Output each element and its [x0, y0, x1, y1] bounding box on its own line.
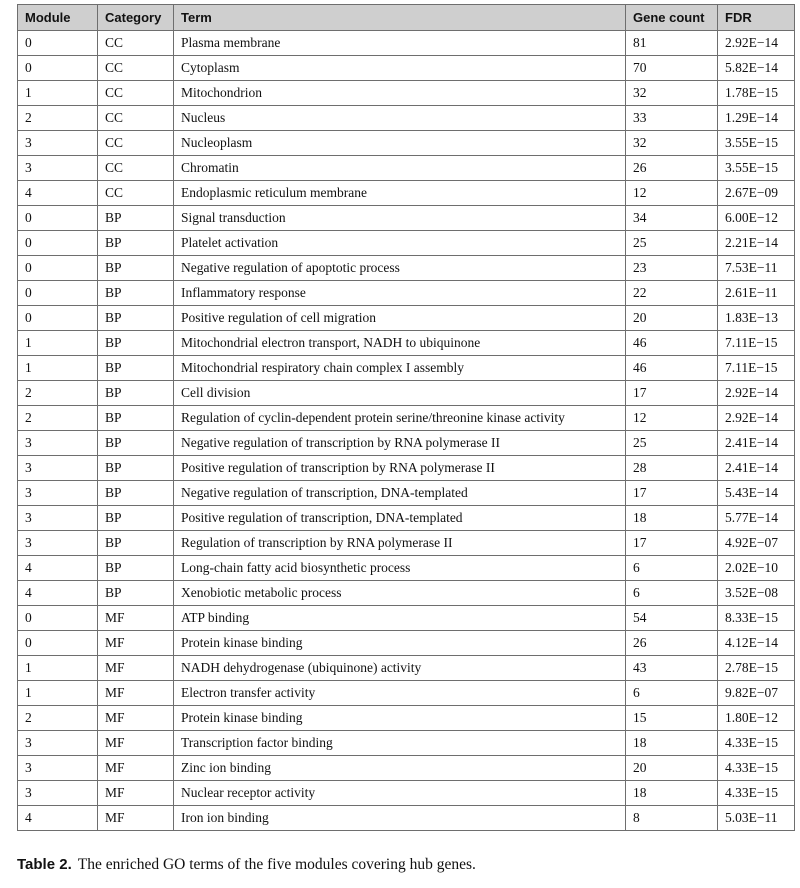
cell-module: 1: [18, 356, 98, 381]
cell-fdr: 4.33E−15: [718, 756, 795, 781]
cell-gene-count: 18: [626, 731, 718, 756]
cell-fdr: 6.00E−12: [718, 206, 795, 231]
table-row: [18, 431, 795, 456]
cell-fdr: 3.55E−15: [718, 156, 795, 181]
cell-gene-count: 70: [626, 56, 718, 81]
cell-term: Platelet activation: [174, 231, 626, 256]
table-row: [18, 281, 795, 306]
header-category: Category: [98, 5, 174, 31]
cell-module: 3: [18, 156, 98, 181]
cell-fdr: 2.21E−14: [718, 231, 795, 256]
cell-module: 2: [18, 381, 98, 406]
header-term: Term: [174, 5, 626, 31]
cell-fdr: 2.78E−15: [718, 656, 795, 681]
cell-fdr: 1.78E−15: [718, 81, 795, 106]
table-row: [18, 356, 795, 381]
cell-category: BP: [98, 206, 174, 231]
cell-module: 1: [18, 656, 98, 681]
table-row: [18, 481, 795, 506]
cell-term: ATP binding: [174, 606, 626, 631]
table-row: [18, 406, 795, 431]
cell-fdr: 4.92E−07: [718, 531, 795, 556]
cell-category: MF: [98, 731, 174, 756]
cell-term: Negative regulation of transcription by RNA polymerase II: [174, 431, 626, 456]
cell-term: Positive regulation of transcription by RNA polymerase II: [174, 456, 626, 481]
cell-fdr: 1.80E−12: [718, 706, 795, 731]
cell-term: Positive regulation of cell migration: [174, 306, 626, 331]
table-body: [18, 31, 795, 831]
cell-gene-count: 17: [626, 531, 718, 556]
cell-module: 4: [18, 581, 98, 606]
cell-module: 0: [18, 281, 98, 306]
cell-category: BP: [98, 281, 174, 306]
table-row: [18, 181, 795, 206]
cell-term: Electron transfer activity: [174, 681, 626, 706]
cell-module: 3: [18, 531, 98, 556]
cell-fdr: 2.41E−14: [718, 431, 795, 456]
cell-category: BP: [98, 381, 174, 406]
cell-gene-count: 12: [626, 181, 718, 206]
cell-fdr: 2.61E−11: [718, 281, 795, 306]
cell-term: Chromatin: [174, 156, 626, 181]
cell-category: CC: [98, 181, 174, 206]
cell-fdr: 5.03E−11: [718, 806, 795, 831]
header-module: Module: [18, 5, 98, 31]
cell-fdr: 2.02E−10: [718, 556, 795, 581]
cell-module: 2: [18, 406, 98, 431]
table-row: [18, 731, 795, 756]
cell-term: Iron ion binding: [174, 806, 626, 831]
cell-category: MF: [98, 606, 174, 631]
cell-category: CC: [98, 156, 174, 181]
cell-category: CC: [98, 56, 174, 81]
header-fdr: FDR: [718, 5, 795, 31]
cell-module: 3: [18, 756, 98, 781]
cell-gene-count: 25: [626, 231, 718, 256]
cell-fdr: 2.92E−14: [718, 31, 795, 56]
table-row: [18, 381, 795, 406]
cell-module: 2: [18, 706, 98, 731]
cell-fdr: 1.83E−13: [718, 306, 795, 331]
cell-category: CC: [98, 106, 174, 131]
cell-module: 0: [18, 306, 98, 331]
cell-module: 3: [18, 506, 98, 531]
table-row: [18, 231, 795, 256]
cell-gene-count: 43: [626, 656, 718, 681]
table-row: [18, 706, 795, 731]
table-row: [18, 81, 795, 106]
cell-fdr: 1.29E−14: [718, 106, 795, 131]
caption-text: The enriched GO terms of the five modules covering hub genes.: [77, 856, 476, 873]
cell-category: BP: [98, 256, 174, 281]
cell-module: 1: [18, 81, 98, 106]
cell-gene-count: 6: [626, 581, 718, 606]
cell-module: 0: [18, 206, 98, 231]
cell-gene-count: 8: [626, 806, 718, 831]
cell-module: 3: [18, 731, 98, 756]
cell-module: 2: [18, 106, 98, 131]
cell-gene-count: 26: [626, 156, 718, 181]
cell-term: Negative regulation of apoptotic process: [174, 256, 626, 281]
cell-category: BP: [98, 531, 174, 556]
table-row: [18, 131, 795, 156]
cell-gene-count: 54: [626, 606, 718, 631]
cell-gene-count: 18: [626, 506, 718, 531]
cell-category: CC: [98, 81, 174, 106]
cell-category: MF: [98, 681, 174, 706]
table-row: [18, 756, 795, 781]
table-row: [18, 256, 795, 281]
table-row: [18, 681, 795, 706]
cell-category: MF: [98, 781, 174, 806]
cell-gene-count: 20: [626, 306, 718, 331]
cell-module: 0: [18, 606, 98, 631]
cell-fdr: 2.92E−14: [718, 381, 795, 406]
cell-term: Nucleoplasm: [174, 131, 626, 156]
cell-term: Xenobiotic metabolic process: [174, 581, 626, 606]
cell-term: Regulation of cyclin-dependent protein serine/threonine kinase activity: [174, 406, 626, 431]
cell-category: BP: [98, 506, 174, 531]
cell-fdr: 8.33E−15: [718, 606, 795, 631]
table-row: [18, 156, 795, 181]
cell-gene-count: 18: [626, 781, 718, 806]
cell-term: Long-chain fatty acid biosynthetic process: [174, 556, 626, 581]
cell-gene-count: 15: [626, 706, 718, 731]
cell-gene-count: 22: [626, 281, 718, 306]
cell-category: BP: [98, 331, 174, 356]
cell-gene-count: 6: [626, 681, 718, 706]
cell-gene-count: 33: [626, 106, 718, 131]
table-row: [18, 56, 795, 81]
cell-module: 1: [18, 331, 98, 356]
table-row: [18, 531, 795, 556]
cell-fdr: 4.33E−15: [718, 781, 795, 806]
table-row: [18, 606, 795, 631]
cell-module: 0: [18, 256, 98, 281]
table-row: [18, 656, 795, 681]
cell-module: 3: [18, 456, 98, 481]
cell-fdr: 2.67E−09: [718, 181, 795, 206]
cell-fdr: 3.55E−15: [718, 131, 795, 156]
cell-fdr: 4.12E−14: [718, 631, 795, 656]
cell-gene-count: 23: [626, 256, 718, 281]
cell-gene-count: 20: [626, 756, 718, 781]
cell-gene-count: 32: [626, 131, 718, 156]
cell-category: MF: [98, 656, 174, 681]
cell-category: BP: [98, 581, 174, 606]
cell-term: Cytoplasm: [174, 56, 626, 81]
table-row: [18, 331, 795, 356]
cell-fdr: 3.52E−08: [718, 581, 795, 606]
cell-module: 0: [18, 56, 98, 81]
cell-module: 3: [18, 431, 98, 456]
table-row: [18, 506, 795, 531]
cell-gene-count: 17: [626, 381, 718, 406]
cell-fdr: 4.33E−15: [718, 731, 795, 756]
cell-category: MF: [98, 806, 174, 831]
cell-fdr: 9.82E−07: [718, 681, 795, 706]
table-row: [18, 781, 795, 806]
cell-category: BP: [98, 231, 174, 256]
cell-term: Mitochondrial respiratory chain complex I assembly: [174, 356, 626, 381]
cell-gene-count: 34: [626, 206, 718, 231]
cell-category: CC: [98, 31, 174, 56]
table-row: [18, 306, 795, 331]
cell-module: 3: [18, 131, 98, 156]
table-row: [18, 456, 795, 481]
cell-term: Mitochondrial electron transport, NADH to ubiquinone: [174, 331, 626, 356]
cell-gene-count: 17: [626, 481, 718, 506]
cell-gene-count: 46: [626, 331, 718, 356]
cell-term: Mitochondrion: [174, 81, 626, 106]
table-header-row: [18, 5, 795, 31]
cell-term: Regulation of transcription by RNA polymerase II: [174, 531, 626, 556]
cell-module: 4: [18, 181, 98, 206]
caption-label: Table 2.: [17, 856, 72, 873]
cell-gene-count: 81: [626, 31, 718, 56]
cell-gene-count: 6: [626, 556, 718, 581]
cell-module: 4: [18, 806, 98, 831]
cell-category: BP: [98, 356, 174, 381]
cell-term: Zinc ion binding: [174, 756, 626, 781]
cell-term: Cell division: [174, 381, 626, 406]
table-row: [18, 581, 795, 606]
cell-gene-count: 25: [626, 431, 718, 456]
cell-module: 3: [18, 781, 98, 806]
header-gene-count: Gene count: [626, 5, 718, 31]
cell-fdr: 2.41E−14: [718, 456, 795, 481]
cell-module: 0: [18, 31, 98, 56]
cell-module: 0: [18, 631, 98, 656]
cell-term: NADH dehydrogenase (ubiquinone) activity: [174, 656, 626, 681]
cell-term: Protein kinase binding: [174, 631, 626, 656]
cell-module: 4: [18, 556, 98, 581]
cell-term: Nucleus: [174, 106, 626, 131]
cell-fdr: 7.11E−15: [718, 356, 795, 381]
cell-fdr: 7.11E−15: [718, 331, 795, 356]
cell-gene-count: 26: [626, 631, 718, 656]
cell-term: Transcription factor binding: [174, 731, 626, 756]
cell-category: BP: [98, 481, 174, 506]
cell-category: BP: [98, 431, 174, 456]
go-terms-table: [17, 4, 795, 831]
cell-gene-count: 12: [626, 406, 718, 431]
cell-term: Plasma membrane: [174, 31, 626, 56]
cell-category: CC: [98, 131, 174, 156]
cell-category: BP: [98, 456, 174, 481]
table-row: [18, 206, 795, 231]
table-row: [18, 31, 795, 56]
cell-gene-count: 46: [626, 356, 718, 381]
cell-gene-count: 28: [626, 456, 718, 481]
cell-term: Positive regulation of transcription, DNA-templated: [174, 506, 626, 531]
table-row: [18, 106, 795, 131]
cell-category: BP: [98, 306, 174, 331]
cell-term: Endoplasmic reticulum membrane: [174, 181, 626, 206]
cell-fdr: 5.43E−14: [718, 481, 795, 506]
cell-term: Negative regulation of transcription, DNA-templated: [174, 481, 626, 506]
cell-fdr: 5.77E−14: [718, 506, 795, 531]
cell-term: Inflammatory response: [174, 281, 626, 306]
cell-category: BP: [98, 556, 174, 581]
cell-category: MF: [98, 756, 174, 781]
cell-module: 0: [18, 231, 98, 256]
cell-fdr: 7.53E−11: [718, 256, 795, 281]
table-row: [18, 556, 795, 581]
cell-term: Nuclear receptor activity: [174, 781, 626, 806]
cell-term: Protein kinase binding: [174, 706, 626, 731]
cell-gene-count: 32: [626, 81, 718, 106]
table-caption: [17, 856, 476, 874]
cell-term: Signal transduction: [174, 206, 626, 231]
cell-fdr: 5.82E−14: [718, 56, 795, 81]
cell-category: MF: [98, 706, 174, 731]
cell-category: MF: [98, 631, 174, 656]
cell-fdr: 2.92E−14: [718, 406, 795, 431]
table-row: [18, 631, 795, 656]
cell-category: BP: [98, 406, 174, 431]
cell-module: 1: [18, 681, 98, 706]
cell-module: 3: [18, 481, 98, 506]
table-row: [18, 806, 795, 831]
